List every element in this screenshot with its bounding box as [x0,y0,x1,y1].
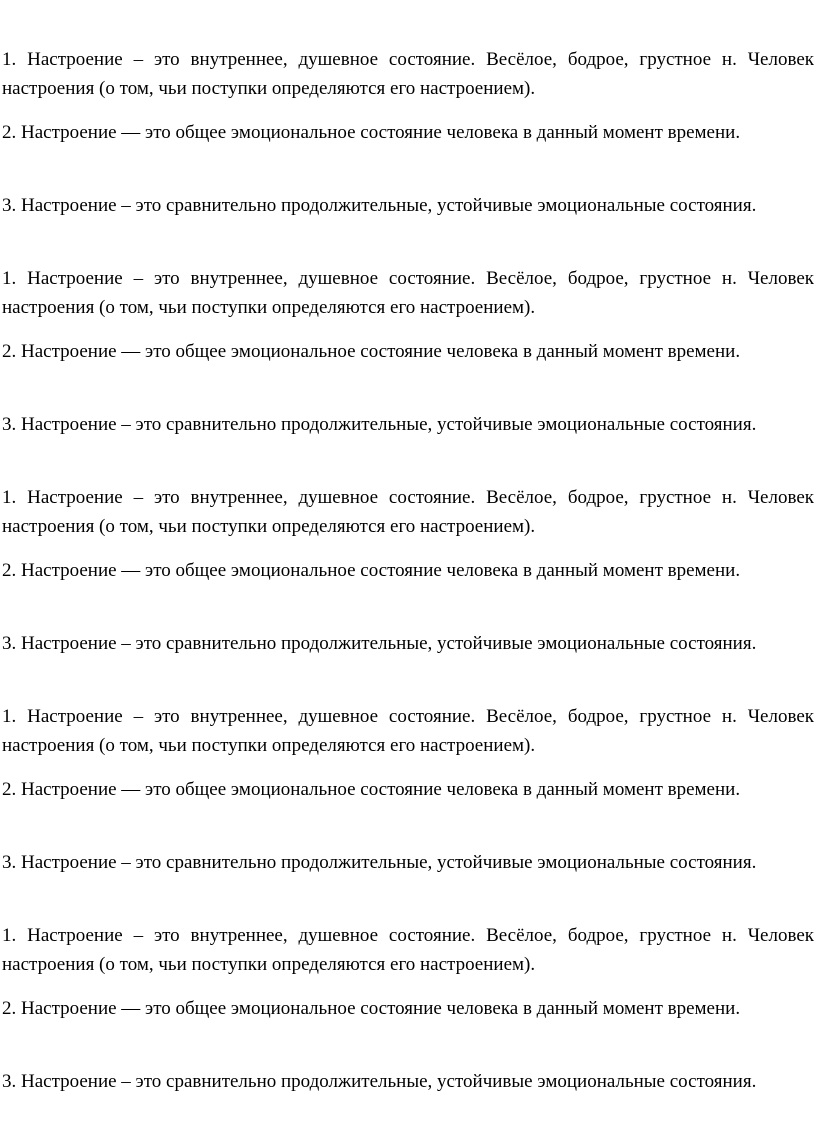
paragraph-definition-3: 3. Настроение – это сравнительно продолжительные, устойчивые эмоциональные состояния. [2,1071,757,1092]
paragraph-definition-2: 2. Настроение — это общее эмоциональное состояние человека в данный момент времени. [2,122,741,143]
paragraph-definition-1: 1. Настроение – это внутреннее, душевное состояние. Весёлое, бодрое, грустное н. Человек настроения (о том, чьи поступки определяются его настроением). [2,268,814,318]
paragraph-definition-1: 1. Настроение – это внутреннее, душевное состояние. Весёлое, бодрое, грустное н. Человек настроения (о том, чьи поступки определяются его настроением). [2,706,814,756]
paragraph-definition-2: 2. Настроение — это общее эмоциональное состояние человека в данный момент времени. [2,560,741,581]
paragraph-definition-3: 3. Настроение – это сравнительно продолжительные, устойчивые эмоциональные состояния. [2,852,757,873]
paragraph-definition-2: 2. Настроение — это общее эмоциональное состояние человека в данный момент времени. [2,998,741,1019]
paragraph-definition-1: 1. Настроение – это внутреннее, душевное состояние. Весёлое, бодрое, грустное н. Человек настроения (о том, чьи поступки определяются его настроением). [2,487,814,537]
paragraph-definition-2: 2. Настроение — это общее эмоциональное состояние человека в данный момент времени. [2,779,741,800]
paragraph-definition-3: 3. Настроение – это сравнительно продолжительные, устойчивые эмоциональные состояния. [2,195,757,216]
paragraph-definition-3: 3. Настроение – это сравнительно продолжительные, устойчивые эмоциональные состояния. [2,414,757,435]
paragraph-definition-1: 1. Настроение – это внутреннее, душевное состояние. Весёлое, бодрое, грустное н. Человек настроения (о том, чьи поступки определяются его настроением). [2,925,814,975]
paragraph-definition-1: 1. Настроение – это внутреннее, душевное состояние. Весёлое, бодрое, грустное н. Человек настроения (о том, чьи поступки определяются его настроением). [2,49,814,99]
paragraph-definition-2: 2. Настроение — это общее эмоциональное состояние человека в данный момент времени. [2,341,741,362]
paragraph-definition-3: 3. Настроение – это сравнительно продолжительные, устойчивые эмоциональные состояния. [2,633,757,654]
